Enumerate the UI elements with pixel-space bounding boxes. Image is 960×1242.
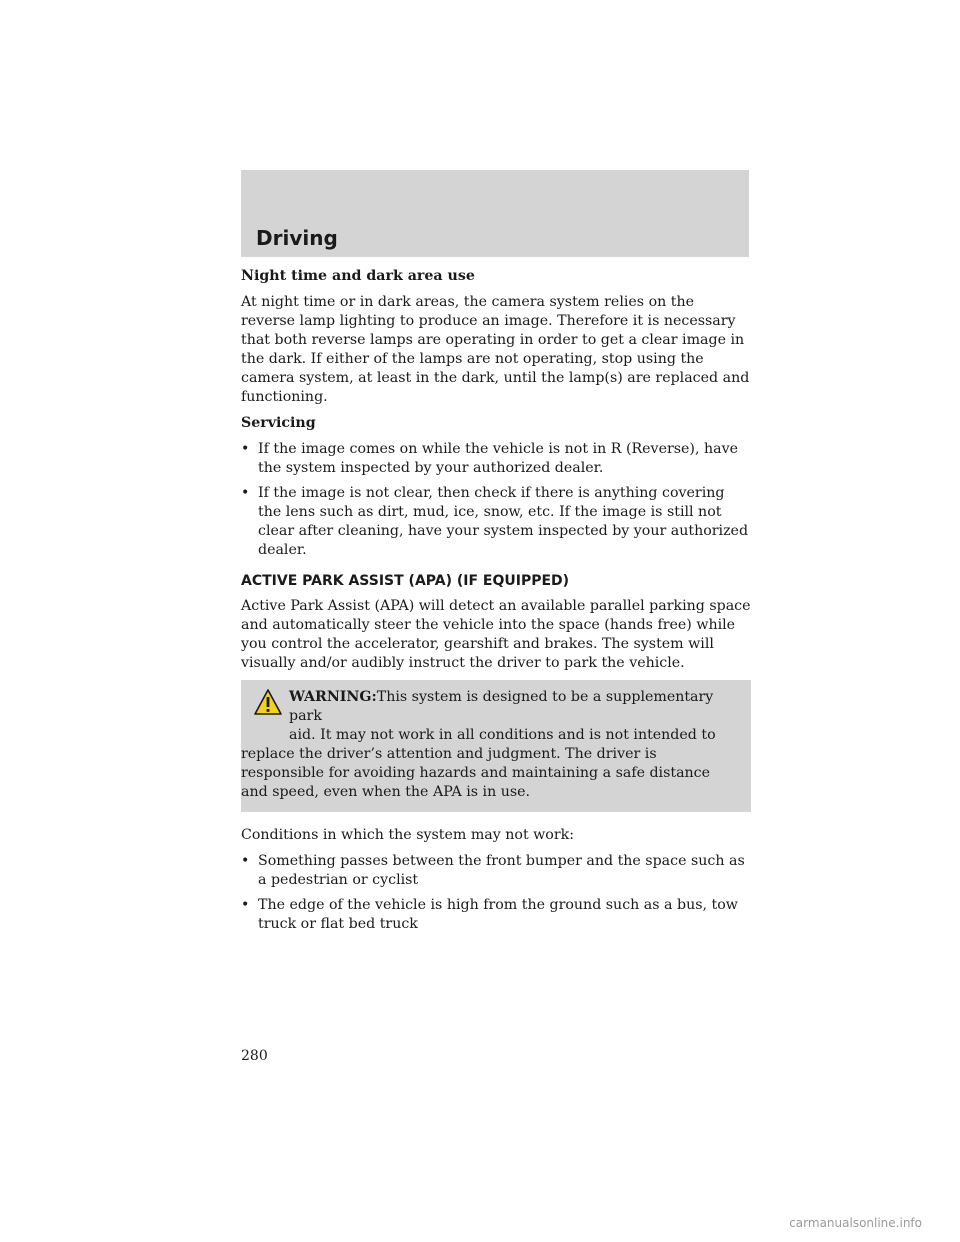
bullet-icon: •: [241, 485, 250, 501]
warning-rest: replace the driver’s attention and judgment. The driver is responsible for avoiding hazards and maintaining a safe distance and speed, even when the APA is in use.: [241, 746, 711, 800]
warning-first-lines: [241, 688, 741, 726]
warning-label: WARNING:: [289, 689, 377, 705]
warning-line-1: This system is designed to be a supplementary park: [289, 689, 714, 724]
list-item-text: If the image comes on while the vehicle is not in R (Reverse), have the system inspected by your authorized dealer.: [258, 441, 738, 476]
bullet-icon: •: [241, 441, 250, 457]
list-item: [241, 896, 751, 934]
list-item-text: The edge of the vehicle is high from the ground such as a bus, tow truck or flat bed truck: [258, 897, 738, 932]
section-header-band: [241, 170, 749, 257]
warning-box: [241, 680, 751, 812]
servicing-list: [241, 440, 751, 560]
apa-body: Active Park Assist (APA) will detect an available parallel parking space and automatically steer the vehicle into the space (hands free) while you control the accelerator, gearshift and brakes. The system will visually and/or audibly instruct the driver to park the vehicle.: [241, 598, 751, 671]
night-body: At night time or in dark areas, the camera system relies on the reverse lamp lighting to produce an image. Therefore it is necessary that both reverse lamps are operating in order to get a clear image in the dark. If either of the lamps are not operating, stop using the camera system, at least in the dark, until the lamp(s) are replaced and functioning.: [241, 294, 750, 405]
section-title: Driving: [256, 226, 338, 250]
warning-line-2: aid. It may not work in all conditions and is not intended to: [289, 727, 716, 743]
bullet-icon: •: [241, 853, 250, 869]
list-item-text: If the image is not clear, then check if there is anything covering the lens such as dirt, mud, ice, snow, etc. If the image is still not clear after cleaning, have your system inspected by your authorized dealer.: [258, 485, 749, 558]
warning-triangle-icon: [253, 688, 283, 716]
conditions-intro: Conditions in which the system may not work:: [241, 827, 575, 843]
page-number: 280: [241, 1048, 268, 1064]
conditions-list: [241, 852, 751, 934]
bullet-icon: •: [241, 897, 250, 913]
night-heading: Night time and dark area use: [241, 268, 475, 284]
list-item-text: Something passes between the front bumper and the space such as a pedestrian or cyclist: [258, 853, 745, 888]
list-item: [241, 440, 751, 478]
apa-heading: ACTIVE PARK ASSIST (APA) (IF EQUIPPED): [241, 573, 570, 589]
list-item: [241, 484, 751, 560]
list-item: [241, 852, 751, 890]
page-content: [241, 267, 751, 941]
servicing-heading: Servicing: [241, 415, 316, 431]
watermark-text: carmanualsonline.info: [789, 1216, 922, 1230]
